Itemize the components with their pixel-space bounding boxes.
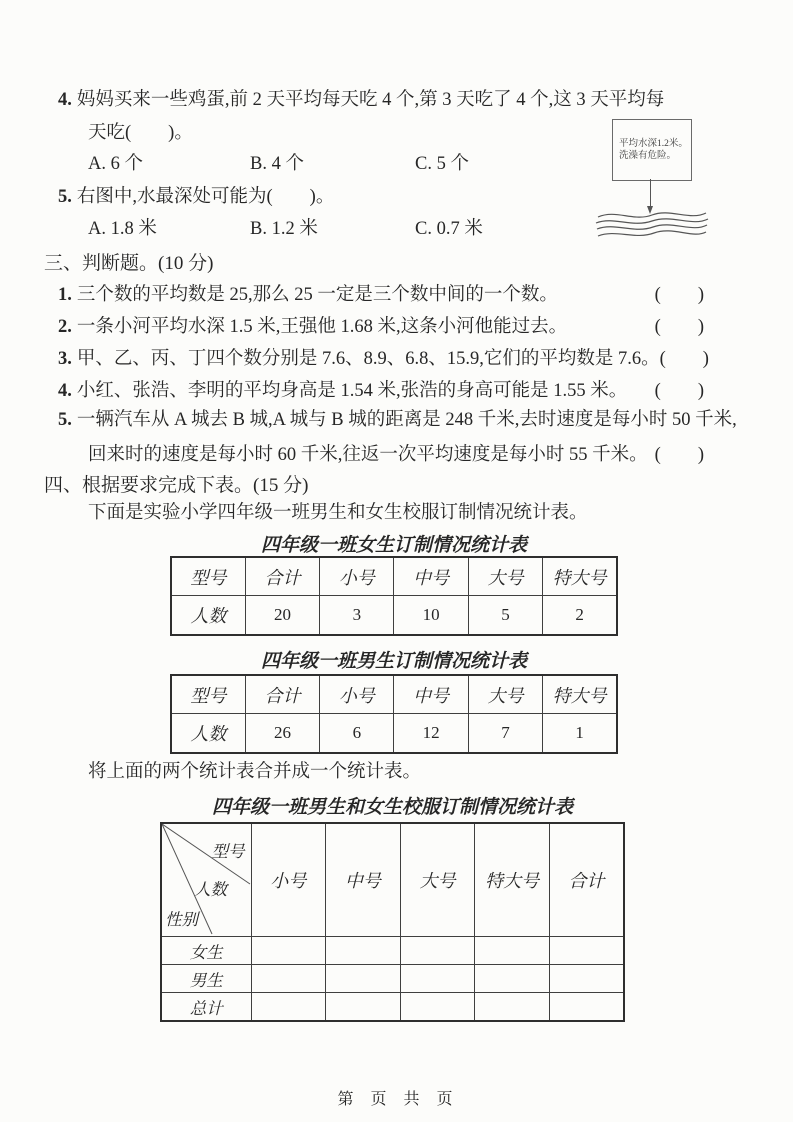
girls-header-xlarge: 特大号 [543, 557, 617, 596]
judgment-item-1 [58, 280, 704, 306]
item-4-answer-bracket: ( ) [654, 381, 704, 401]
combined-corner-cell [161, 823, 251, 937]
girls-value-medium: 10 [394, 596, 468, 636]
item-2-number: 2. [58, 317, 72, 337]
combined-header-xlarge: 特大号 [475, 823, 550, 937]
empty-cell [549, 965, 624, 993]
boys-value-total: 26 [245, 714, 319, 754]
item-4-number: 4. [58, 381, 72, 401]
girls-header-total: 合计 [245, 557, 319, 596]
empty-cell [400, 993, 475, 1022]
question-4-option-a: A. 6 个 [88, 154, 143, 174]
boys-value-large: 7 [468, 714, 542, 754]
water-waves-icon [594, 210, 710, 240]
item-3-number: 3. [58, 349, 72, 369]
item-3-text: 甲、乙、丙、丁四个数分别是 7.6、8.9、6.8、15.9,它们的平均数是 7.6。 [76, 349, 660, 369]
question-4-line1 [58, 88, 664, 112]
item-1-text: 三个数的平均数是 25,那么 25 一定是三个数中间的一个数。 [76, 285, 558, 305]
boys-table-data-row [171, 714, 617, 754]
boys-row-label: 人数 [171, 714, 245, 754]
judgment-item-5-line1 [58, 408, 737, 432]
question-5-text: 右图中,水最深处可能为( )。 [76, 187, 335, 207]
question-4-number: 4. [58, 90, 72, 110]
question-5-option-c: C. 0.7 米 [415, 219, 483, 239]
girls-header-large: 大号 [468, 557, 542, 596]
sign-text-line2: 洗澡有危险。 [619, 151, 677, 161]
combined-table [160, 822, 625, 1022]
boys-header-medium: 中号 [394, 675, 468, 714]
sign-text-line1: 平均水深1.2米。 [619, 138, 688, 149]
boys-header-total: 合计 [245, 675, 319, 714]
boys-value-xlarge: 1 [543, 714, 617, 754]
corner-label-gender: 性别 [165, 910, 198, 929]
item-5-text-line2: 回来时的速度是每小时 60 千米,往返一次平均速度是每小时 55 千米。 [88, 445, 648, 465]
girls-table-header-row [171, 557, 617, 596]
section-4-heading: 四、根据要求完成下表。(15 分) [44, 475, 309, 496]
question-4-option-c: C. 5 个 [415, 154, 469, 174]
boys-header-large: 大号 [468, 675, 542, 714]
section-4-intro: 下面是实验小学四年级一班男生和女生校服订制情况统计表。 [88, 503, 588, 523]
item-2-text: 一条小河平均水深 1.5 米,王强他 1.68 米,这条小河他能过去。 [76, 317, 568, 337]
empty-cell [326, 993, 401, 1022]
empty-cell [400, 965, 475, 993]
item-1-answer-bracket: ( ) [654, 285, 704, 305]
question-4-line2: 天吃( )。 [88, 123, 193, 143]
boys-table-title: 四年级一班男生订制情况统计表 [260, 651, 527, 672]
question-5-number: 5. [58, 187, 72, 207]
item-3-answer-bracket: ( ) [659, 349, 709, 369]
boys-header-xlarge: 特大号 [543, 675, 617, 714]
boys-value-medium: 12 [394, 714, 468, 754]
combined-header-small: 小号 [251, 823, 326, 937]
empty-cell [251, 993, 326, 1022]
combined-row-total [161, 993, 624, 1022]
combined-header-total: 合计 [549, 823, 624, 937]
corner-label-count: 人数 [194, 880, 227, 899]
girls-table-data-row [171, 596, 617, 636]
water-depth-sign [612, 119, 692, 181]
girls-table-title: 四年级一班女生订制情况统计表 [260, 535, 527, 556]
girls-header-model: 型号 [171, 557, 245, 596]
section-3-heading: 三、判断题。(10 分) [44, 253, 214, 274]
empty-cell [549, 937, 624, 965]
item-5-answer-bracket: ( ) [654, 445, 704, 465]
girls-header-medium: 中号 [394, 557, 468, 596]
combined-row-girls [161, 937, 624, 965]
empty-cell [251, 965, 326, 993]
item-4-text: 小红、张浩、李明的平均身高是 1.54 米,张浩的身高可能是 1.55 米。 [76, 381, 628, 401]
empty-cell [326, 937, 401, 965]
empty-cell [475, 965, 550, 993]
girls-value-total: 20 [245, 596, 319, 636]
girls-header-small: 小号 [320, 557, 394, 596]
combined-table-title: 四年级一班男生和女生校服订制情况统计表 [211, 797, 573, 818]
question-5-line [58, 185, 334, 209]
girls-value-small: 3 [320, 596, 394, 636]
judgment-item-5-line2 [88, 440, 704, 466]
girls-row-label: 人数 [171, 596, 245, 636]
combined-row-label-boys: 男生 [161, 965, 251, 993]
item-1-number: 1. [58, 285, 72, 305]
merge-instruction: 将上面的两个统计表合并成一个统计表。 [88, 762, 422, 782]
empty-cell [326, 965, 401, 993]
corner-label-model: 型号 [211, 842, 245, 861]
empty-cell [549, 993, 624, 1022]
item-5-text-line1: 一辆汽车从 A 城去 B 城,A 城与 B 城的距离是 248 千米,去时速度是每小时 50 千米, [76, 410, 737, 430]
girls-value-large: 5 [468, 596, 542, 636]
judgment-item-2 [58, 312, 704, 338]
item-2-answer-bracket: ( ) [654, 317, 704, 337]
item-5-number: 5. [58, 410, 72, 430]
empty-cell [251, 937, 326, 965]
boys-table [170, 674, 618, 754]
combined-header-row [161, 823, 624, 937]
combined-header-large: 大号 [400, 823, 475, 937]
combined-row-boys [161, 965, 624, 993]
question-5-option-a: A. 1.8 米 [88, 219, 157, 239]
question-4-text: 妈妈买来一些鸡蛋,前 2 天平均每天吃 4 个,第 3 天吃了 4 个,这 3 天平均每 [76, 90, 665, 110]
boys-table-header-row [171, 675, 617, 714]
girls-value-xlarge: 2 [543, 596, 617, 636]
boys-value-small: 6 [320, 714, 394, 754]
judgment-item-3 [58, 344, 709, 370]
combined-row-label-total: 总计 [161, 993, 251, 1022]
combined-header-medium: 中号 [326, 823, 401, 937]
empty-cell [475, 993, 550, 1022]
empty-cell [475, 937, 550, 965]
combined-row-label-girls: 女生 [161, 937, 251, 965]
page-footer: 第 页 共 页 [337, 1091, 456, 1108]
girls-table [170, 556, 618, 636]
boys-header-small: 小号 [320, 675, 394, 714]
boys-header-model: 型号 [171, 675, 245, 714]
question-4-option-b: B. 4 个 [250, 154, 304, 174]
empty-cell [400, 937, 475, 965]
question-5-option-b: B. 1.2 米 [250, 219, 318, 239]
judgment-item-4 [58, 376, 704, 402]
sign-pointer-line [650, 179, 651, 207]
